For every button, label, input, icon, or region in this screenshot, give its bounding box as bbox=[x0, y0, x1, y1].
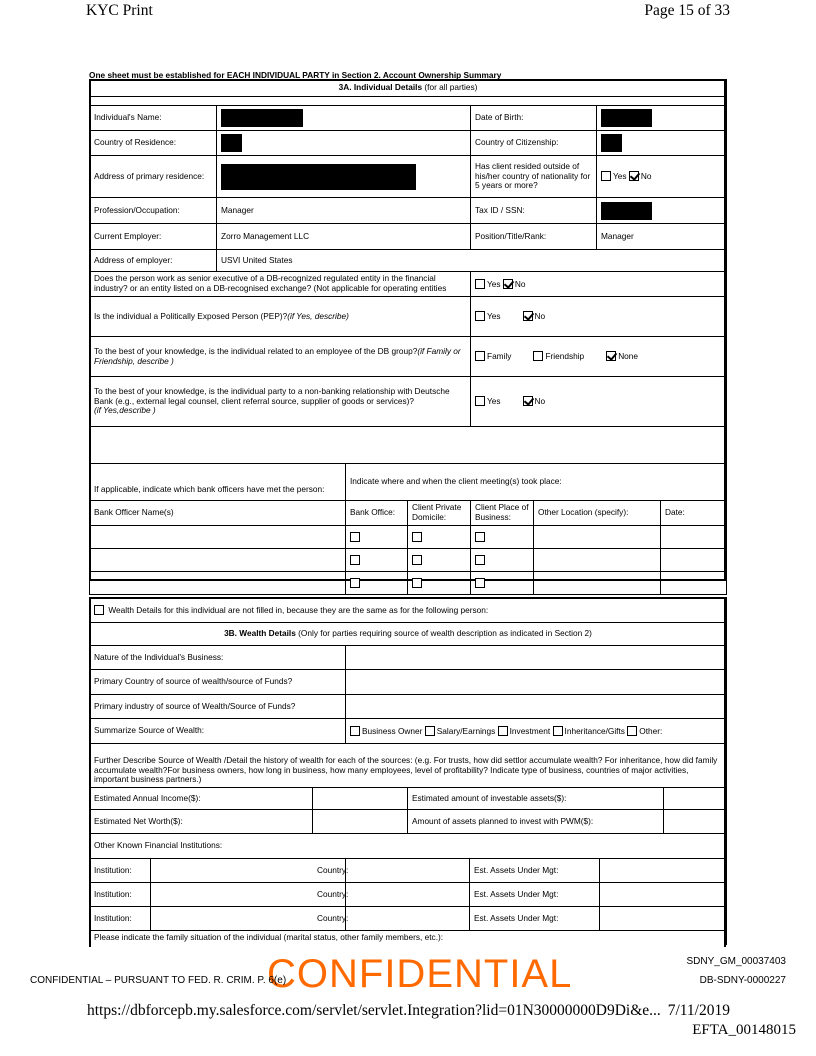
resided-question: Has client resided outside of his/her country of nationality for 5 years or more? bbox=[471, 156, 597, 198]
taxid-value bbox=[597, 198, 727, 224]
option-label: Investment bbox=[509, 725, 551, 736]
related-question-text: To the best of your knowledge, is the individual related to an employee of the DB group? bbox=[94, 345, 418, 356]
nature-value[interactable] bbox=[346, 646, 727, 670]
country-label: Primary Country of source of wealth/source of Funds? bbox=[90, 670, 346, 695]
redaction-block bbox=[221, 134, 242, 152]
client-private-header: Client Private Domicile: bbox=[408, 501, 471, 526]
option-label: Yes bbox=[613, 171, 627, 182]
section-3a-subtitle: (for all parties) bbox=[424, 82, 478, 93]
option-label: Other: bbox=[639, 725, 663, 736]
other-location-cell[interactable] bbox=[534, 549, 661, 572]
redaction-block bbox=[221, 164, 416, 190]
employer-value: Zorro Management LLC bbox=[217, 224, 471, 250]
friendship-checkbox[interactable] bbox=[533, 351, 543, 361]
efta-number: EFTA_00148015 bbox=[692, 1022, 796, 1038]
spacer-row bbox=[90, 97, 727, 106]
same-as-checkbox[interactable] bbox=[94, 605, 104, 615]
salary-checkbox[interactable] bbox=[425, 726, 435, 736]
bank-office-checkbox[interactable] bbox=[350, 555, 360, 565]
redaction-block bbox=[221, 109, 303, 127]
client-business-cell bbox=[471, 549, 534, 572]
date-cell[interactable] bbox=[661, 526, 727, 549]
option-label: No bbox=[640, 171, 652, 182]
resided-yes-checkbox[interactable] bbox=[601, 171, 611, 181]
residence-value bbox=[217, 131, 471, 156]
pep-yes-checkbox[interactable] bbox=[475, 311, 485, 321]
resided-no-checkbox[interactable] bbox=[629, 171, 639, 181]
nonbank-question-text: To the best of your knowledge, is the individual party to a non-banking relationship with Deutsche Bank (e.g., external legal counsel, client referral source, supplier of goods or services)? bbox=[94, 386, 450, 406]
client-private-checkbox[interactable] bbox=[412, 578, 422, 588]
position-label: Position/Title/Rank: bbox=[471, 224, 597, 250]
individual-name-value bbox=[217, 106, 471, 131]
further-describe: Further Describe Source of Wealth /Detail the history of wealth for each of the sources: (e.g. For trusts, how did settlor accumulate wealth? For inheritance, how did family accumulate wealth?For business owners, how long in business, how many employees, level of profitability? Indicate type of business, countries of major activities, important business partners.) bbox=[90, 744, 727, 788]
date-header: Date: bbox=[661, 501, 727, 526]
officer-names-header: Bank Officer Name(s) bbox=[90, 501, 346, 526]
related-question-hint: (if Family or Friendship, describe ) bbox=[94, 345, 461, 366]
country-value[interactable] bbox=[346, 670, 727, 695]
taxid-label: Tax ID / SSN: bbox=[471, 198, 597, 224]
citizenship-value bbox=[597, 131, 727, 156]
same-as-text: Wealth Details for this individual are not filled in, because they are the same as for the following person: bbox=[108, 604, 489, 615]
institution-country-label: Country: bbox=[317, 888, 349, 899]
individual-name-label: Individual's Name: bbox=[90, 106, 217, 131]
officer-name-cell[interactable] bbox=[90, 549, 346, 572]
client-business-cell bbox=[471, 526, 534, 549]
meeting-question: Indicate where and when the client meeting(s) took place: bbox=[346, 464, 727, 501]
client-business-checkbox[interactable] bbox=[475, 578, 485, 588]
resided-options bbox=[597, 156, 727, 198]
same-as-row bbox=[90, 598, 727, 623]
nonbank-yes-checkbox[interactable] bbox=[475, 396, 485, 406]
bank-officers-question: If applicable, indicate which bank officers have met the person: bbox=[90, 464, 346, 501]
dob-label: Date of Birth: bbox=[471, 106, 597, 131]
option-label: Business Owner bbox=[362, 725, 423, 736]
bank-office-cell bbox=[346, 572, 408, 595]
redaction-block bbox=[601, 202, 652, 220]
bates-number-2: DB-SDNY-0000227 bbox=[699, 975, 786, 986]
section-3a-title: 3A. Individual Details bbox=[338, 82, 423, 93]
institution-country-label: Country: bbox=[317, 912, 349, 923]
confidential-notice: CONFIDENTIAL – PURSUANT TO FED. R. CRIM. P. 6(e) bbox=[30, 975, 287, 986]
related-options bbox=[471, 337, 727, 377]
industry-value[interactable] bbox=[346, 695, 727, 719]
annual-income-value[interactable] bbox=[313, 788, 408, 810]
citizenship-label: Country of Citizenship: bbox=[471, 131, 597, 156]
other-location-cell[interactable] bbox=[534, 526, 661, 549]
none-checkbox[interactable] bbox=[606, 351, 616, 361]
aum-value[interactable] bbox=[600, 907, 727, 931]
aum-label: Est. Assets Under Mgt: bbox=[470, 883, 600, 907]
bank-office-checkbox[interactable] bbox=[350, 532, 360, 542]
option-label: Salary/Earnings bbox=[436, 725, 496, 736]
pep-question bbox=[90, 297, 471, 337]
pwm-value[interactable] bbox=[664, 810, 727, 834]
country-label-cell bbox=[151, 883, 349, 907]
institution-label: Institution: bbox=[90, 907, 151, 931]
nonbank-options bbox=[471, 377, 727, 427]
investment-checkbox[interactable] bbox=[498, 726, 508, 736]
senior-exec-question: Does the person work as senior executive of a DB-recognized regulated entity in the financial industry? or an entity listed on a DB-recognised exchange? (Not applicable for operating entities bbox=[90, 272, 471, 297]
profession-label: Profession/Occupation: bbox=[90, 198, 217, 224]
nonbank-no-checkbox[interactable] bbox=[523, 396, 533, 406]
residence-label: Country of Residence: bbox=[90, 131, 217, 156]
employer-label: Current Employer: bbox=[90, 224, 217, 250]
net-worth-value[interactable] bbox=[313, 810, 408, 834]
employer-address-label: Address of employer: bbox=[90, 250, 217, 272]
client-private-checkbox[interactable] bbox=[412, 555, 422, 565]
employer-address-value: USVI United States bbox=[217, 250, 727, 272]
date-cell[interactable] bbox=[661, 549, 727, 572]
investable-label: Estimated amount of investable assets($): bbox=[408, 788, 664, 810]
option-label: Friendship bbox=[545, 351, 585, 362]
senior-exec-no-checkbox[interactable] bbox=[503, 279, 513, 289]
address-label: Address of primary residence: bbox=[90, 156, 217, 198]
option-label: Family bbox=[487, 351, 512, 362]
inheritance-checkbox[interactable] bbox=[553, 726, 563, 736]
header-left: KYC Print bbox=[86, 2, 153, 19]
option-label: No bbox=[534, 311, 546, 322]
blank-row bbox=[90, 427, 727, 464]
bank-office-header: Bank Office: bbox=[346, 501, 408, 526]
section-3b-title: 3B. Wealth Details bbox=[224, 628, 296, 639]
bank-office-checkbox[interactable] bbox=[350, 578, 360, 588]
family-checkbox[interactable] bbox=[475, 351, 485, 361]
summarize-label: Summarize Source of Wealth: bbox=[90, 719, 346, 744]
option-label: No bbox=[514, 278, 526, 289]
nonbank-question-hint: (if Yes,describe ) bbox=[94, 405, 156, 416]
bank-office-cell bbox=[346, 549, 408, 572]
redaction-block bbox=[601, 109, 652, 127]
option-label: Yes bbox=[487, 311, 501, 322]
client-private-cell bbox=[408, 572, 471, 595]
business-owner-checkbox[interactable] bbox=[350, 726, 360, 736]
section-3b-subtitle: (Only for parties requiring source of wealth description as indicated in Section 2) bbox=[298, 628, 592, 639]
source-url: https://dbforcepb.my.salesforce.com/servlet/servlet.Integration?lid=01N30000000D9Di&e... bbox=[87, 1002, 661, 1019]
option-label: Inheritance/Gifts bbox=[564, 725, 625, 736]
page-number: Page 15 of 33 bbox=[644, 2, 730, 19]
pwm-label: Amount of assets planned to invest with PWM($): bbox=[408, 810, 664, 834]
other-institutions-label: Other Known Financial Institutions: bbox=[90, 834, 727, 859]
pep-no-checkbox[interactable] bbox=[523, 311, 533, 321]
institution-country-value[interactable] bbox=[346, 883, 470, 907]
bates-number-1: SDNY_GM_00037403 bbox=[686, 956, 786, 967]
client-business-checkbox[interactable] bbox=[475, 532, 485, 542]
annual-income-label: Estimated Annual Income($): bbox=[90, 788, 313, 810]
nonbank-question bbox=[90, 377, 471, 427]
summarize-options bbox=[346, 719, 727, 744]
institution-country-value[interactable] bbox=[346, 859, 470, 883]
pep-options bbox=[471, 297, 727, 337]
section-3a-title-cell bbox=[90, 80, 727, 97]
client-business-cell bbox=[471, 572, 534, 595]
pep-question-text: Is the individual a Politically Exposed Person (PEP)? bbox=[94, 310, 288, 321]
confidential-watermark: CONFIDENTIAL bbox=[267, 952, 573, 996]
client-business-header: Client Place of Business: bbox=[471, 501, 534, 526]
senior-exec-yes-checkbox[interactable] bbox=[475, 279, 485, 289]
section-3a-table bbox=[89, 79, 727, 595]
position-value: Manager bbox=[597, 224, 727, 250]
nature-label: Nature of the Individual's Business: bbox=[90, 646, 346, 670]
instruction-text: One sheet must be established for EACH INDIVIDUAL PARTY in Section 2. Account Ownership Summary bbox=[89, 70, 502, 80]
client-private-checkbox[interactable] bbox=[412, 532, 422, 542]
dob-value bbox=[597, 106, 727, 131]
senior-exec-options bbox=[471, 272, 727, 297]
investable-value[interactable] bbox=[664, 788, 727, 810]
section-3b-title-cell bbox=[90, 623, 727, 646]
bank-office-cell bbox=[346, 526, 408, 549]
print-date: 7/11/2019 bbox=[667, 1002, 730, 1019]
other-location-cell[interactable] bbox=[534, 572, 661, 595]
option-label: Yes bbox=[487, 278, 501, 289]
date-cell[interactable] bbox=[661, 572, 727, 595]
institution-label: Institution: bbox=[90, 883, 151, 907]
client-private-cell bbox=[408, 526, 471, 549]
aum-label: Est. Assets Under Mgt: bbox=[470, 859, 600, 883]
institution-country-label: Country: bbox=[317, 864, 349, 875]
client-business-checkbox[interactable] bbox=[475, 555, 485, 565]
aum-value[interactable] bbox=[600, 883, 727, 907]
redaction-block bbox=[601, 134, 622, 152]
client-private-cell bbox=[408, 549, 471, 572]
country-label-cell bbox=[151, 907, 349, 931]
aum-label: Est. Assets Under Mgt: bbox=[470, 907, 600, 931]
section-3b-table bbox=[89, 597, 727, 945]
other-checkbox[interactable] bbox=[627, 726, 637, 736]
aum-value[interactable] bbox=[600, 859, 727, 883]
address-value bbox=[217, 156, 471, 198]
officer-name-cell[interactable] bbox=[90, 526, 346, 549]
country-label-cell bbox=[151, 859, 349, 883]
option-label: None bbox=[618, 351, 639, 362]
industry-label: Primary industry of source of Wealth/Source of Funds? bbox=[90, 695, 346, 719]
family-situation: Please indicate the family situation of the individual (marital status, other family members, etc.): bbox=[90, 931, 727, 945]
option-label: No bbox=[534, 396, 546, 407]
officer-name-cell[interactable] bbox=[90, 572, 346, 595]
institution-country-value[interactable] bbox=[346, 907, 470, 931]
other-location-header: Other Location (specify): bbox=[534, 501, 661, 526]
pep-question-hint: (if Yes, describe) bbox=[287, 310, 349, 321]
option-label: Yes bbox=[487, 396, 501, 407]
related-question bbox=[90, 337, 471, 377]
profession-value: Manager bbox=[217, 198, 471, 224]
net-worth-label: Estimated Net Worth($): bbox=[90, 810, 313, 834]
institution-label: Institution: bbox=[90, 859, 151, 883]
